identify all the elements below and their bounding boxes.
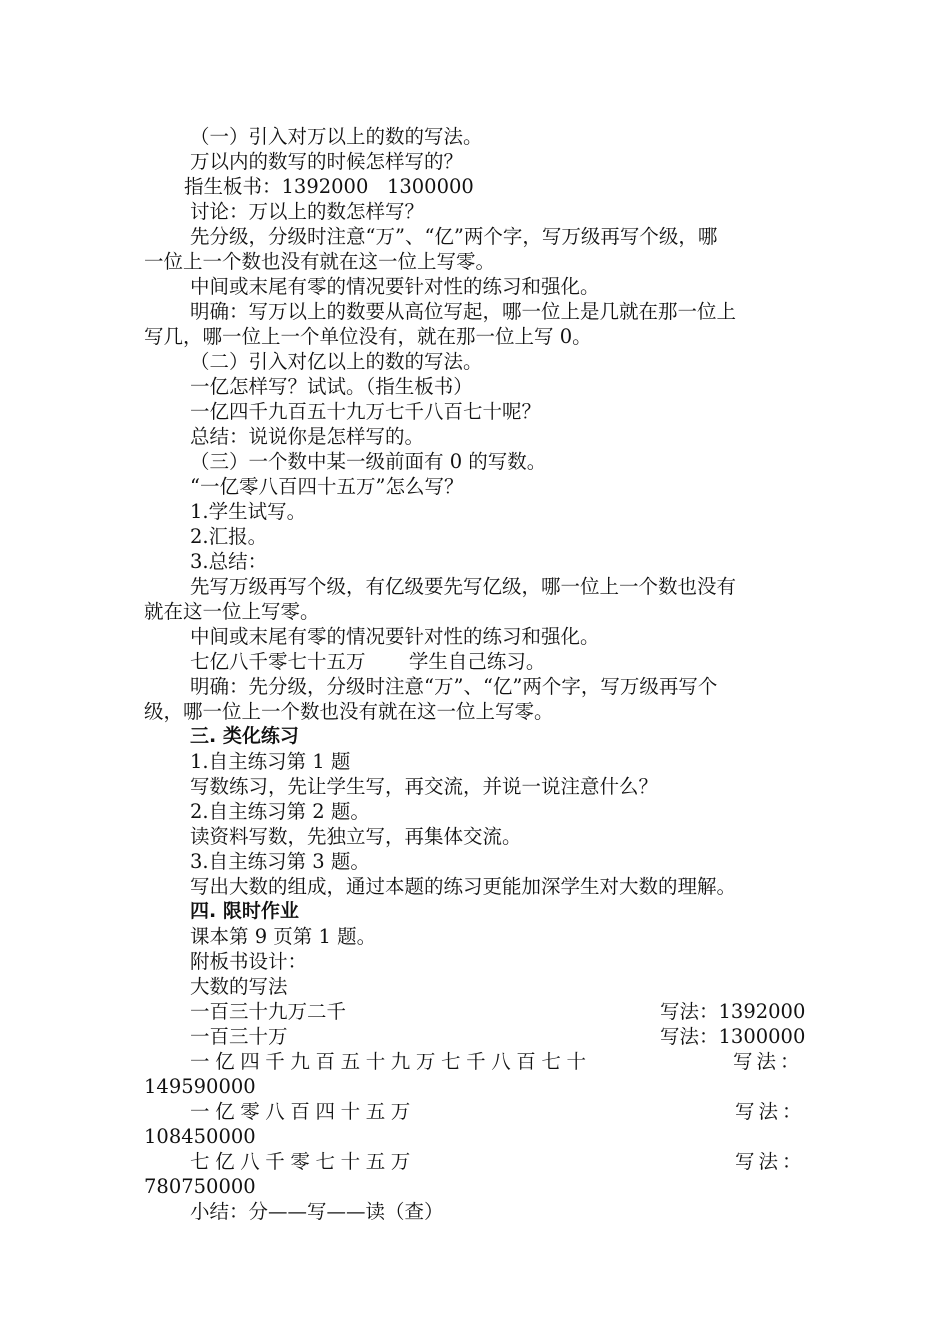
paragraph-line: 附板书设计：	[190, 950, 308, 973]
list-item: 3.自主练习第 3 题。	[190, 850, 370, 873]
list-item: 2.自主练习第 2 题。	[190, 800, 370, 823]
section-heading-2: （二）引入对亿以上的数的写法。	[190, 350, 483, 373]
paragraph-line: 先写万级再写个级，有亿级要先写亿级，哪一位上一个数也没有	[190, 575, 737, 598]
paragraph-line: “一亿零八百四十五万”怎么写？	[190, 475, 464, 498]
paragraph-line: 万以内的数写的时候怎样写的？	[190, 150, 464, 173]
paragraph-line: 总结：说说你是怎样写的。	[190, 425, 425, 448]
paragraph-line: 写数练习，先让学生写，再交流，并说一说注意什么？	[190, 775, 659, 798]
board-row-words: 一百三十九万二千	[190, 1000, 347, 1023]
paragraph-line: 写几，哪一位上一个单位没有，就在那一位上写 0。	[144, 325, 592, 348]
list-item: 2.汇报。	[190, 525, 268, 548]
section-heading-homework: 四. 限时作业	[190, 900, 299, 922]
board-row-number: 108450000	[144, 1125, 256, 1148]
paragraph-line: 七亿八千零七十五万 学生自己练习。	[190, 650, 546, 673]
board-row-answer: 写法：	[735, 1150, 806, 1173]
paragraph-line: 写出大数的组成，通过本题的练习更能加深学生对大数的理解。	[190, 875, 737, 898]
list-item: 3.总结：	[190, 550, 268, 573]
paragraph-line: 课本第 9 页第 1 题。	[190, 925, 377, 948]
board-row-words: 一亿零八百四十五万	[190, 1100, 416, 1123]
board-row-answer: 写法：1392000	[660, 1000, 806, 1023]
board-title: 大数的写法	[190, 975, 288, 998]
board-row-answer: 写法：	[735, 1100, 806, 1123]
paragraph-line: 讨论：万以上的数怎样写？	[190, 200, 425, 223]
board-row-words: 一亿四千九百五十九万七千八百七十	[190, 1050, 592, 1073]
board-summary: 小结：分——写——读（查）	[190, 1200, 444, 1223]
board-row-words: 七亿八千零七十五万	[190, 1150, 416, 1173]
list-item: 1.学生试写。	[190, 500, 307, 523]
paragraph-line: 指生板书：1392000 1300000	[184, 175, 474, 198]
paragraph-line: 先分级，分级时注意“万”、“亿”两个字，写万级再写个级，哪	[190, 225, 718, 248]
paragraph-line: 读资料写数，先独立写，再集体交流。	[190, 825, 522, 848]
paragraph-line: 中间或末尾有零的情况要针对性的练习和强化。	[190, 275, 600, 298]
paragraph-line: 中间或末尾有零的情况要针对性的练习和强化。	[190, 625, 600, 648]
section-heading-1: （一）引入对万以上的数的写法。	[190, 125, 483, 148]
section-heading-3: （三）一个数中某一级前面有 0 的写数。	[190, 450, 547, 473]
section-heading-practice: 三. 类化练习	[190, 725, 299, 747]
board-row-words: 一百三十万	[190, 1025, 288, 1048]
paragraph-line: 就在这一位上写零。	[144, 600, 320, 623]
paragraph-line: 明确：写万以上的数要从高位写起，哪一位上是几就在那一位上	[190, 300, 737, 323]
board-row-number: 780750000	[144, 1175, 256, 1198]
paragraph-line: 一亿四千九百五十九万七千八百七十呢？	[190, 400, 542, 423]
paragraph-line: 明确：先分级，分级时注意“万”、“亿”两个字，写万级再写个	[190, 675, 718, 698]
paragraph-line: 一亿怎样写？试试。（指生板书）	[190, 375, 473, 398]
list-item: 1.自主练习第 1 题	[190, 750, 351, 773]
board-row-answer: 写法：	[733, 1050, 804, 1073]
board-row-number: 149590000	[144, 1075, 256, 1098]
paragraph-line: 级，哪一位上一个数也没有就在这一位上写零。	[144, 700, 554, 723]
board-row-answer: 写法：1300000	[660, 1025, 806, 1048]
paragraph-line: 一位上一个数也没有就在这一位上写零。	[144, 250, 496, 273]
